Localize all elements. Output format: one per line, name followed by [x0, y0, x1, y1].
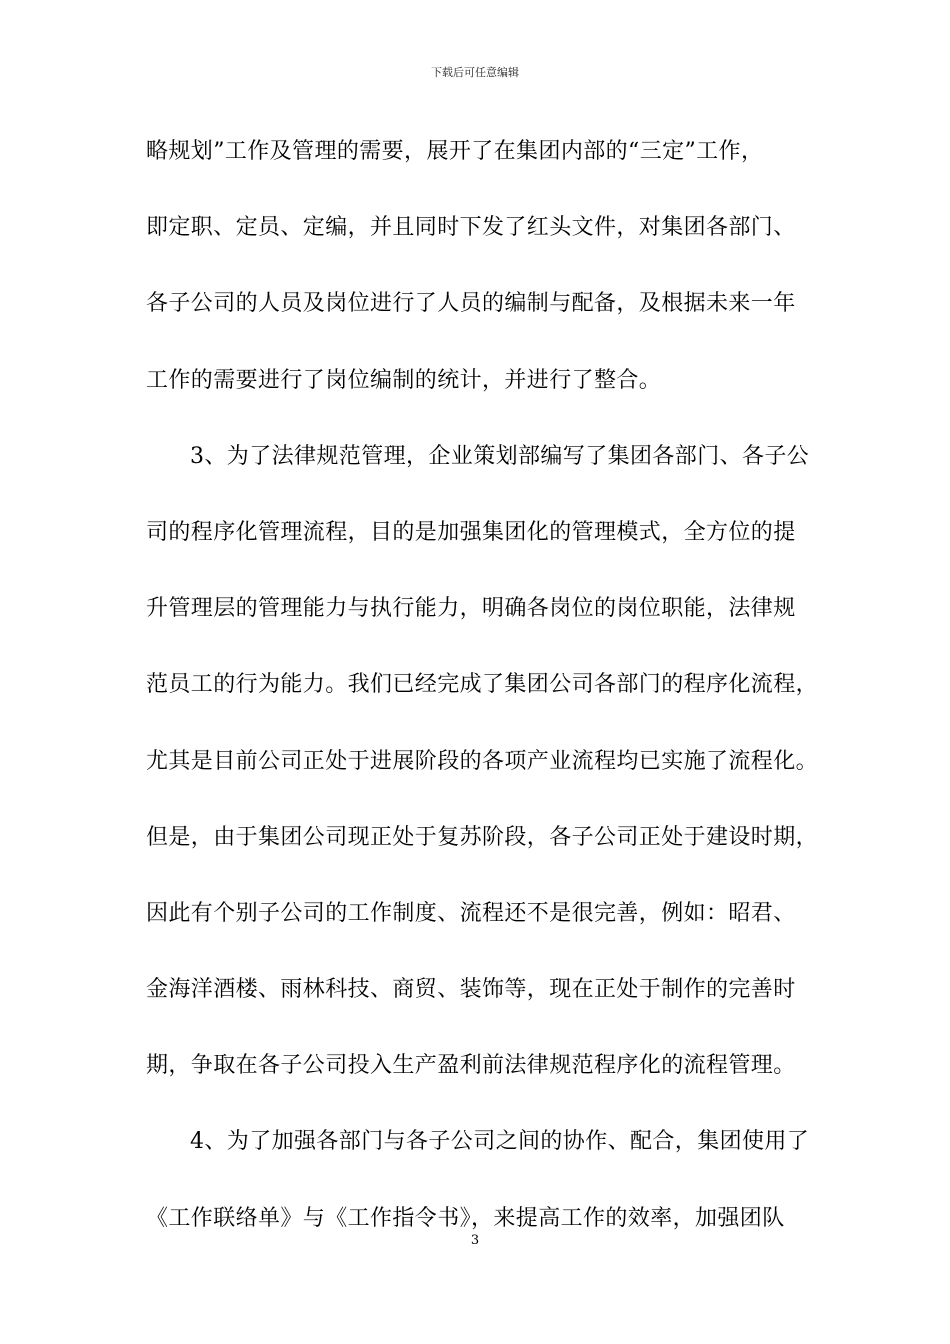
text-line: 期，争取在各子公司投入生产盈利前法律规范程序化的流程管理。 — [146, 1053, 796, 1079]
text-line: 但是，由于集团公司现正处于复苏阶段，各子公司正处于建设时期， — [146, 824, 819, 850]
page-number: 3 — [470, 1233, 480, 1248]
text-line: 司的程序化管理流程，目的是加强集团化的管理模式，全方位的提 — [146, 519, 796, 545]
text-line: 《工作联络单》与《工作指令书》，来提高工作的效率，加强团队 — [146, 1205, 785, 1231]
paragraph-start-line: 3、为了法律规范管理，企业策划部编写了集团各部门、各子公 — [190, 443, 810, 469]
text-line: 各子公司的人员及岗位进行了人员的编制与配备，及根据未来一年 — [146, 291, 796, 317]
text-line: 即定职、定员、定编，并且同时下发了红头文件，对集团各部门、 — [146, 215, 796, 241]
text-line: 范员工的行为能力。我们已经完成了集团公司各部门的程序化流程， — [146, 672, 819, 698]
document-body — [146, 130, 819, 1273]
paragraph-start-line: 4、为了加强各部门与各子公司之间的协作、配合，集团使用了 — [190, 1129, 810, 1155]
text-line: 工作的需要进行了岗位编制的统计，并进行了整合。 — [146, 367, 662, 393]
text-line: 因此有个别子公司的工作制度、流程还不是很完善，例如：昭君、 — [146, 900, 796, 926]
text-line: 升管理层的管理能力与执行能力，明确各岗位的岗位职能，法律规 — [146, 596, 796, 622]
text-line: 略规划”工作及管理的需要，展开了在集团内部的“三定”工作， — [146, 139, 764, 164]
text-line: 金海洋酒楼、雨林科技、商贸、装饰等，现在正处于制作的完善时 — [146, 977, 796, 1003]
page-header: 下载后可任意编辑 — [431, 66, 519, 79]
text-line: 尤其是目前公司正处于进展阶段的各项产业流程均已实施了流程化。 — [146, 748, 819, 774]
